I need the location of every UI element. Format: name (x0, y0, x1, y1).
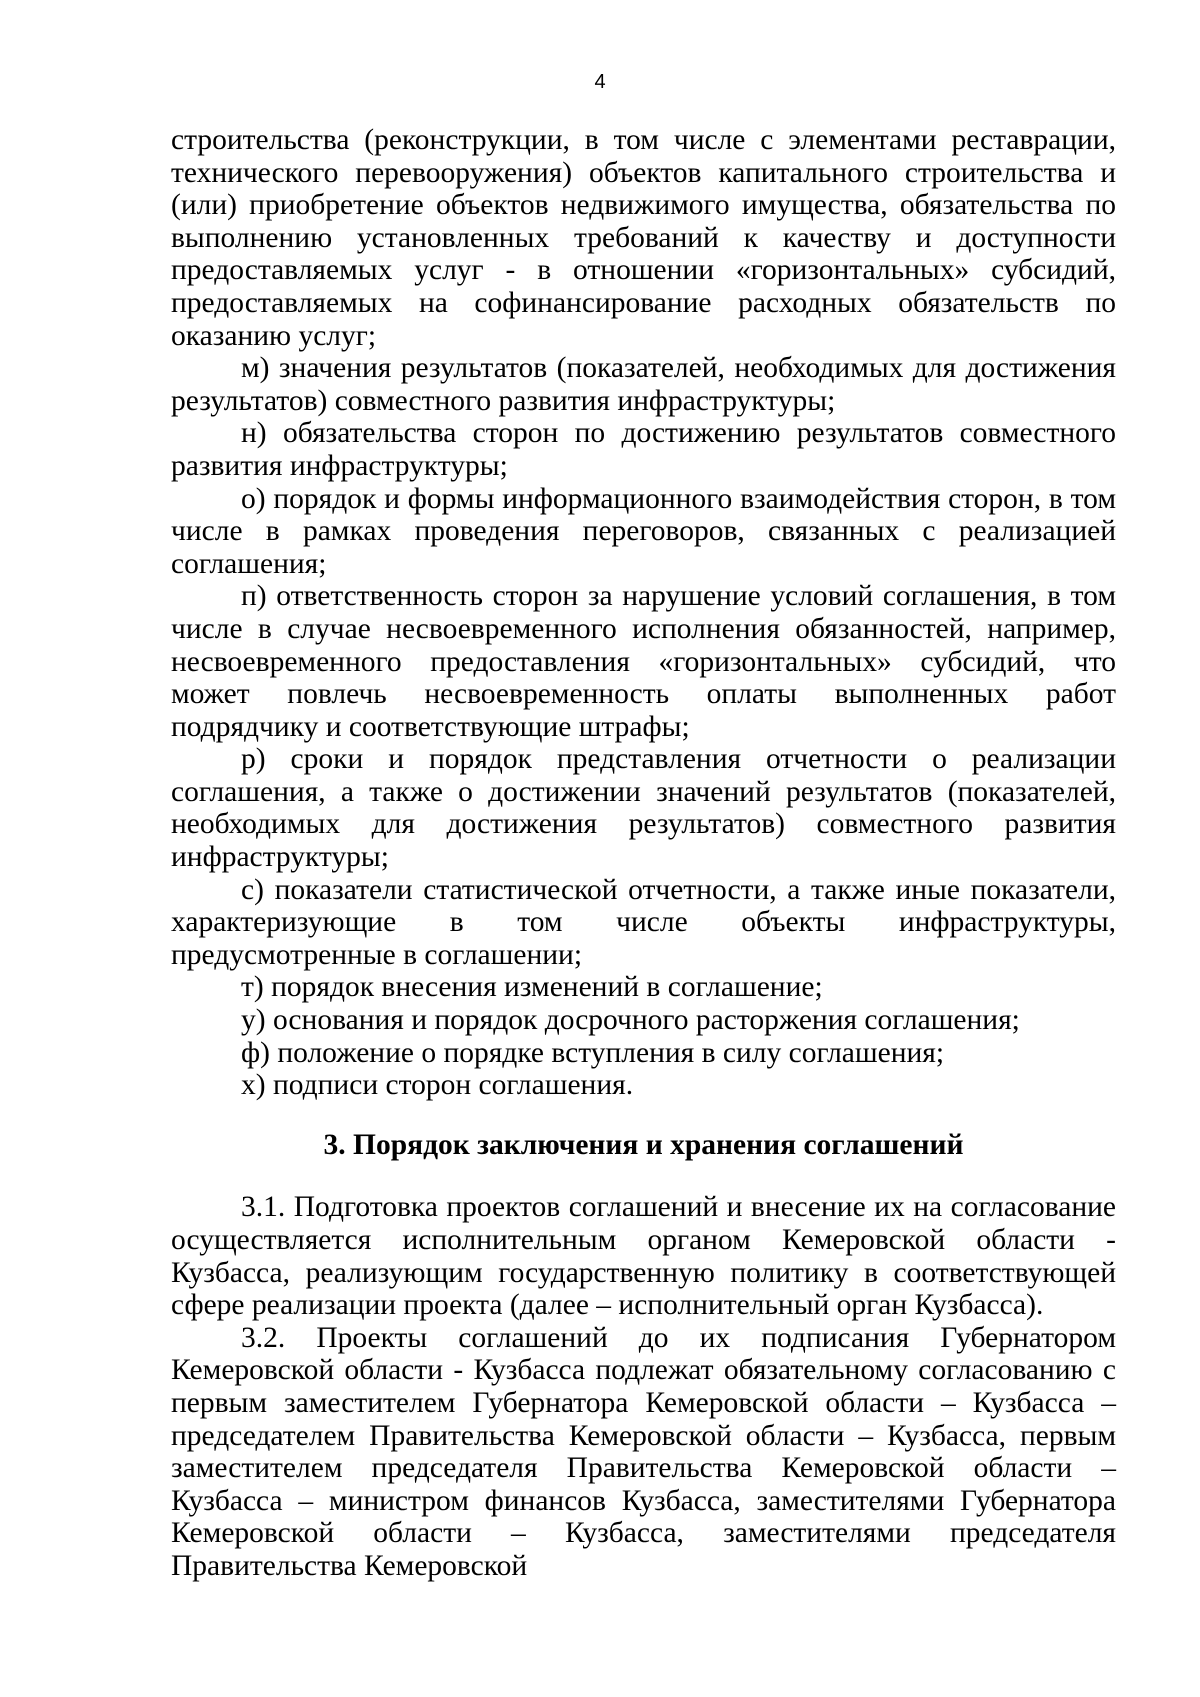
paragraph: н) обязательства сторон по достижению результатов совместного развития инфраструктуры; (171, 417, 1116, 482)
paragraph: п) ответственность сторон за нарушение условий соглашения, в том числе в случае несвоевременного исполнения обязанностей, например, несвоевременного предоставления «горизонтальных» субсидий, что может повлечь несвоевременность оплаты выполненных работ подрядчику и соответствующие штрафы; (171, 580, 1116, 743)
paragraph: у) основания и порядок досрочного расторжения соглашения; (241, 1004, 1020, 1037)
paragraph: ф) положение о порядке вступления в силу соглашения; (241, 1036, 945, 1069)
paragraph: строительства (реконструкции, в том числе с элементами реставрации, технического перевооружения) объектов капитального строительства и (или) приобретение объектов недвижимого имущества, обязательства по выполнению установленных требований к качеству и доступности предоставляемых услуг - в отношении «горизонтальных» субсидий, предоставляемых на софинансирование расходных обязательств по оказанию услуг; (171, 124, 1116, 352)
paragraph: т) порядок внесения изменений в соглашение; (241, 971, 823, 1004)
paragraph: р) сроки и порядок представления отчетности о реализации соглашения, а также о достижении значений результатов (показателей, необходимых для достижения результатов) совместного развития инфраструктуры; (171, 743, 1116, 874)
section-heading: 3. Порядок заключения и хранения соглашений (323, 1128, 964, 1161)
page-number: 4 (594, 71, 606, 93)
paragraph: 3.2. Проекты соглашений до их подписания Губернатором Кемеровской области - Кузбасса подлежат обязательному согласованию с первым заместителем Губернатора Кемеровской области – Кузбасса – председателем Правительства Кемеровской области – Кузбасса, первым заместителем председателя Правительства Кемеровской области – Кузбасса – министром финансов Кузбасса, заместителями Губернатора Кемеровской области – Кузбасса, заместителями председателя Правительства Кемеровской (171, 1321, 1116, 1582)
paragraph: 3.1. Подготовка проектов соглашений и внесение их на согласование осуществляется исполнительным органом Кемеровской области - Кузбасса, реализующим государственную политику в соответствующей сфере реализации проекта (далее – исполнительный орган Кузбасса). (171, 1191, 1116, 1322)
document-body (171, 124, 1116, 1583)
paragraph: м) значения результатов (показателей, необходимых для достижения результатов) совместного развития инфраструктуры; (171, 352, 1116, 417)
paragraph: с) показатели статистической отчетности, а также иные показатели, характеризующие в том числе объекты инфраструктуры, предусмотренные в соглашении; (171, 873, 1116, 971)
paragraph: х) подписи сторон соглашения. (241, 1069, 634, 1102)
paragraph: о) порядок и формы информационного взаимодействия сторон, в том числе в рамках проведения переговоров, связанных с реализацией соглашения; (171, 482, 1116, 580)
